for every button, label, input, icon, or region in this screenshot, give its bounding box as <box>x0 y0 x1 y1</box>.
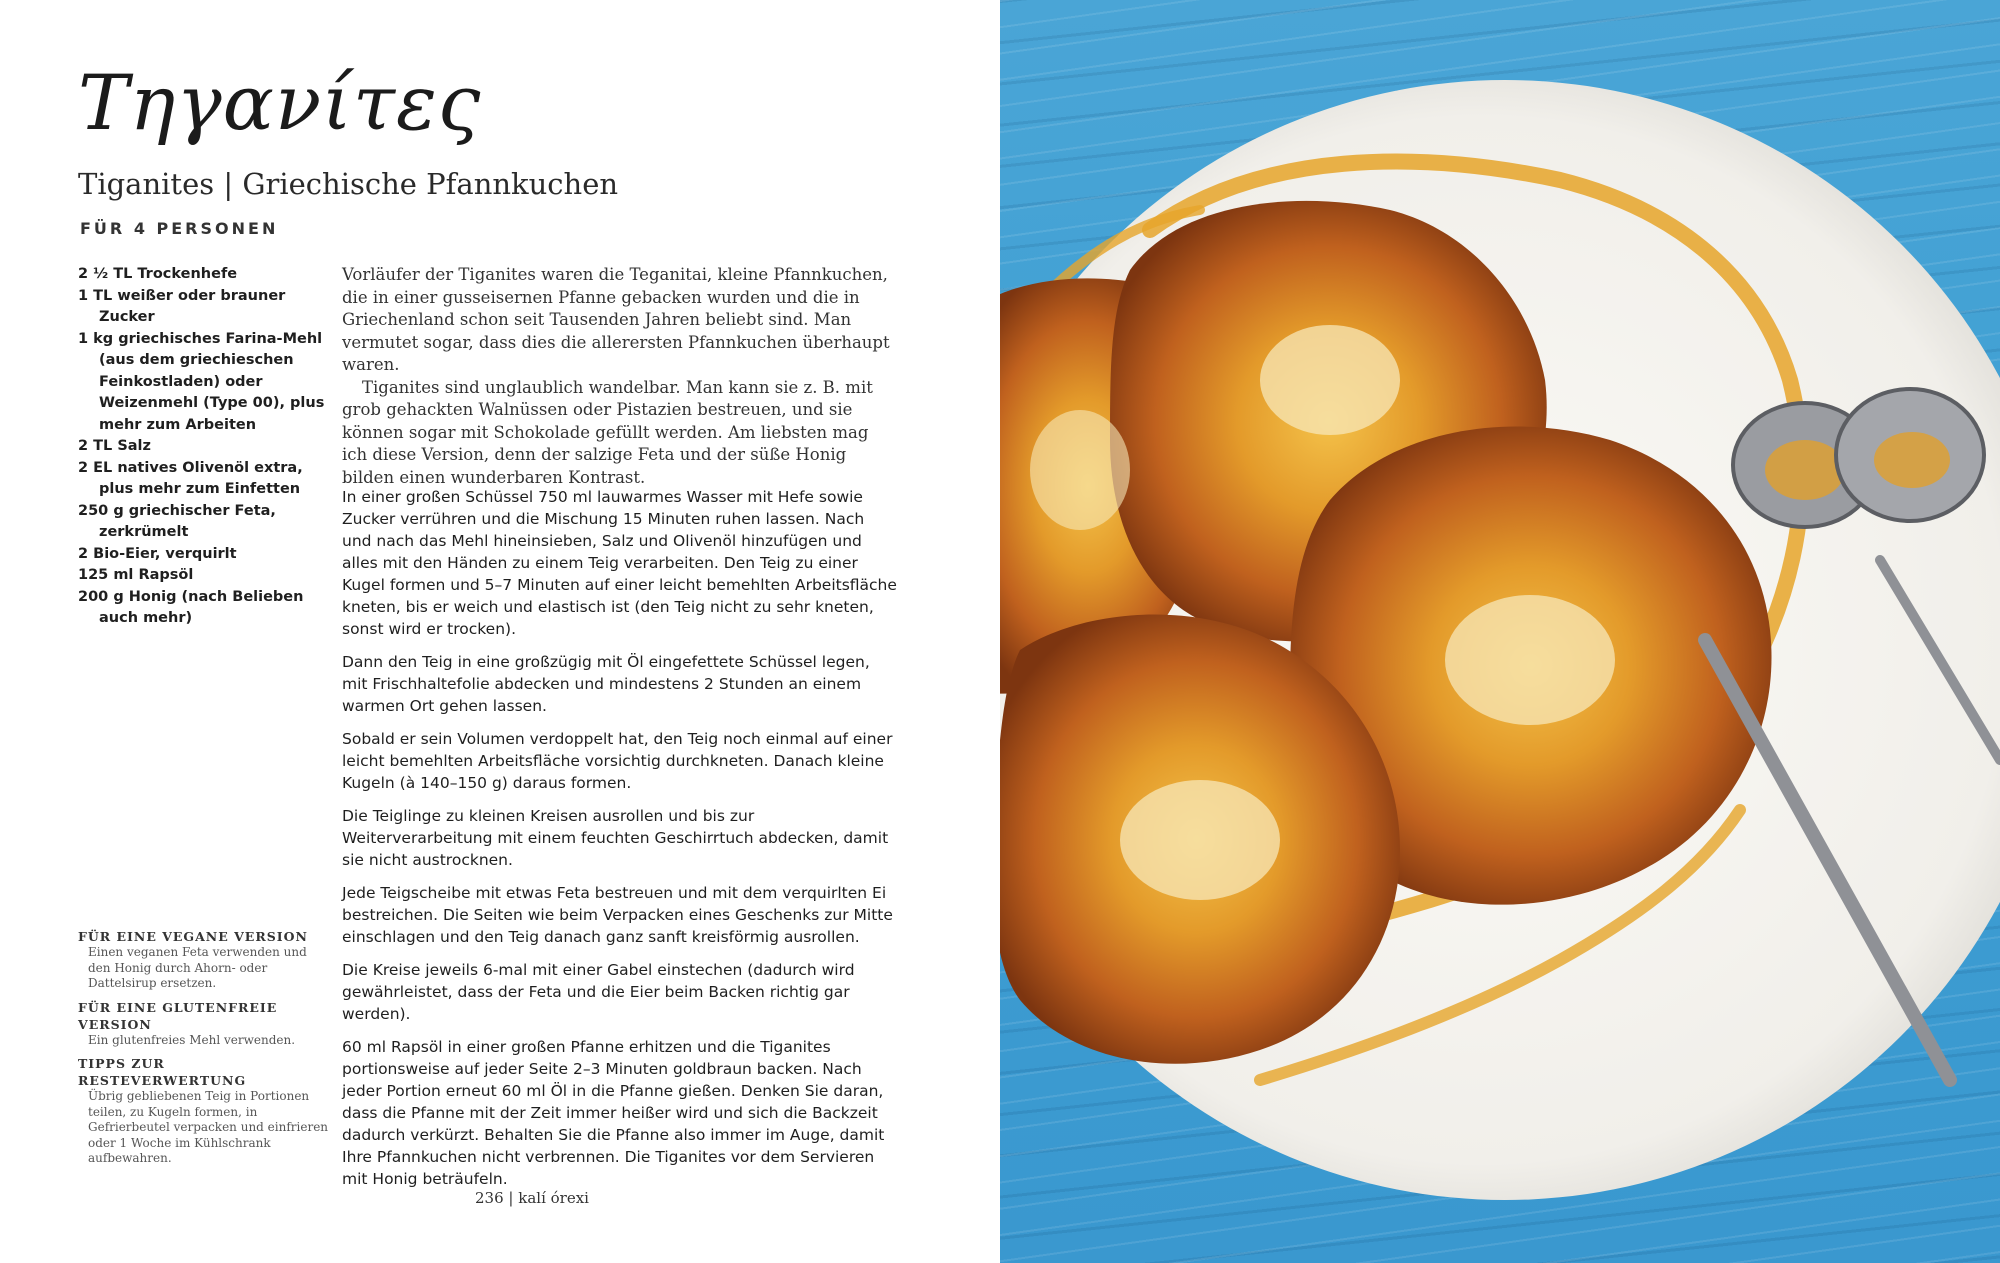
ingredient-item: 2 ½ TL Trockenhefe <box>78 266 238 282</box>
ingredient-list <box>78 264 338 630</box>
note-vegan <box>78 928 330 992</box>
page-folio: 236 | kalí órexi <box>475 1189 589 1207</box>
greek-title: Τηγανίτες <box>78 58 482 147</box>
ingredient-item: 1 TL weißer oder brauner Zucker <box>78 287 286 325</box>
ingredient-item: 250 g griechischer Feta, zerkrümelt <box>78 502 276 540</box>
note-heading: FÜR EINE VEGANE VERSION <box>78 929 308 944</box>
spoon-bowl <box>1874 432 1950 488</box>
ingredient-item: 2 Bio-Eier, verquirlt <box>78 545 237 562</box>
note-leftovers <box>78 1055 330 1167</box>
method-step: Die Kreise jeweils 6-mal mit einer Gabel einstechen (dadurch wird gewährleistet, dass der Feta und die Eier beim Backen richtig gar werden). <box>342 961 855 1023</box>
note-text: Ein glutenfreies Mehl verwenden. <box>88 1032 296 1047</box>
note-gluten-free <box>78 999 330 1049</box>
note-heading: FÜR EINE GLUTENFREIE VERSION <box>78 999 278 1032</box>
method-step: 60 ml Rapsöl in einer großen Pfanne erhitzen und die Tiganites portionsweise auf jeder Seite 2–3 Minuten goldbraun backen. Nach jeder Portion erneut 60 ml Öl in die Pfanne gießen. Denken Sie daran, dass die Pfanne mit der Zeit immer heißer wird und sich die Backzeit dadurch verkürzt. Behalten Sie die Pfanne also immer im Auge, damit Ihre Pfannkuchen nicht verbrennen. Die Tiganites vor dem Servieren mit Honig beträufeln. <box>342 1038 885 1188</box>
intro-paragraph: Vorläufer der Tiganites waren die Teganitai, kleine Pfannkuchen, die in einer gusseisernen Pfanne gebacken wurden und die in Griechenland schon seit Tausenden Jahren beliebt sind. Man vermutet sogar, dass dies die allerersten Pfannkuchen überhaupt waren. <box>342 265 890 374</box>
note-text: Übrig gebliebenen Teig in Portionen teilen, zu Kugeln formen, in Gefrierbeutel verpacken und einfrieren oder 1 Woche im Kühlschrank aufbewahren. <box>88 1089 329 1165</box>
ingredient-item: 125 ml Rapsöl <box>78 567 194 583</box>
feta-filling <box>1030 410 1130 530</box>
food-illustration <box>1000 0 2000 1263</box>
feta-filling <box>1260 325 1400 435</box>
spoon-bowl <box>1765 440 1845 500</box>
feta-filling <box>1120 780 1280 900</box>
method-step: Dann den Teig in eine großzügig mit Öl eingefettete Schüssel legen, mit Frischhaltefolie abdecken und mindestens 2 Stunden an einem warmen Ort gehen lassen. <box>342 653 870 715</box>
ingredient-item: 200 g Honig (nach Belieben auch mehr) <box>78 588 304 626</box>
method-step: Sobald er sein Volumen verdoppelt hat, den Teig noch einmal auf einer leicht bemehlten Arbeitsfläche vorsichtig durchkneten. Danach kleine Kugeln (à 140–150 g) daraus formen. <box>342 730 893 792</box>
note-text: Einen veganen Feta verwenden und den Honig durch Ahorn- oder Dattelsirup ersetzen. <box>88 945 307 990</box>
intro-paragraph: Tiganites sind unglaublich wandelbar. Man kann sie z. B. mit grob gehackten Walnüssen oder Pistazien bestreuen, und sie können sogar mit Schokolade gefüllt werden. Am liebsten mag ich diese Version, denn der salzige Feta und der süße Honig bilden einen wunderbaren Kontrast. <box>342 377 873 487</box>
method-step: In einer großen Schüssel 750 ml lauwarmes Wasser mit Hefe sowie Zucker verrühren und die Mischung 15 Minuten ruhen lassen. Nach und nach das Mehl hineinsieben, Salz und Olivenöl hinzufügen und alles mit den Händen zu einem Teig verarbeiten. Den Teig zu einer Kugel formen und 5–7 Minuten auf einer leicht bemehlten Arbeitsfläche kneten, bis er weich und elastisch ist (den Teig nicht zu sehr kneten, sonst wird er trocken). <box>342 488 897 638</box>
ingredient-item: 2 EL natives Olivenöl extra, plus mehr zum Einfetten <box>78 459 303 497</box>
servings-label: FÜR 4 PERSONEN <box>80 219 279 238</box>
recipe-subtitle: Tiganites | Griechische Pfannkuchen <box>78 167 619 201</box>
method-steps <box>342 486 897 1201</box>
method-step: Die Teiglinge zu kleinen Kreisen ausrollen und bis zur Weiterverarbeitung mit einem feuchten Geschirrtuch abdecken, damit sie nicht austrocknen. <box>342 807 889 869</box>
intro-text <box>342 264 897 489</box>
note-heading: TIPPS ZUR RESTEVERWERTUNG <box>78 1056 247 1088</box>
feta-filling <box>1445 595 1615 725</box>
ingredient-item: 1 kg griechisches Farina-Mehl (aus dem griechieschen Feinkostladen) oder Weizenmehl (Type 00), plus mehr zum Arbeiten <box>78 330 325 433</box>
food-photo <box>1000 0 2000 1263</box>
ingredient-item: 2 TL Salz <box>78 438 151 454</box>
recipe-notes <box>78 928 330 1174</box>
method-step: Jede Teigscheibe mit etwas Feta bestreuen und mit dem verquirlten Ei bestreichen. Die Seiten wie beim Verpacken eines Geschenks zur Mitte einschlagen und den Teig danach ganz sanft kreisförmig ausrollen. <box>342 884 893 946</box>
